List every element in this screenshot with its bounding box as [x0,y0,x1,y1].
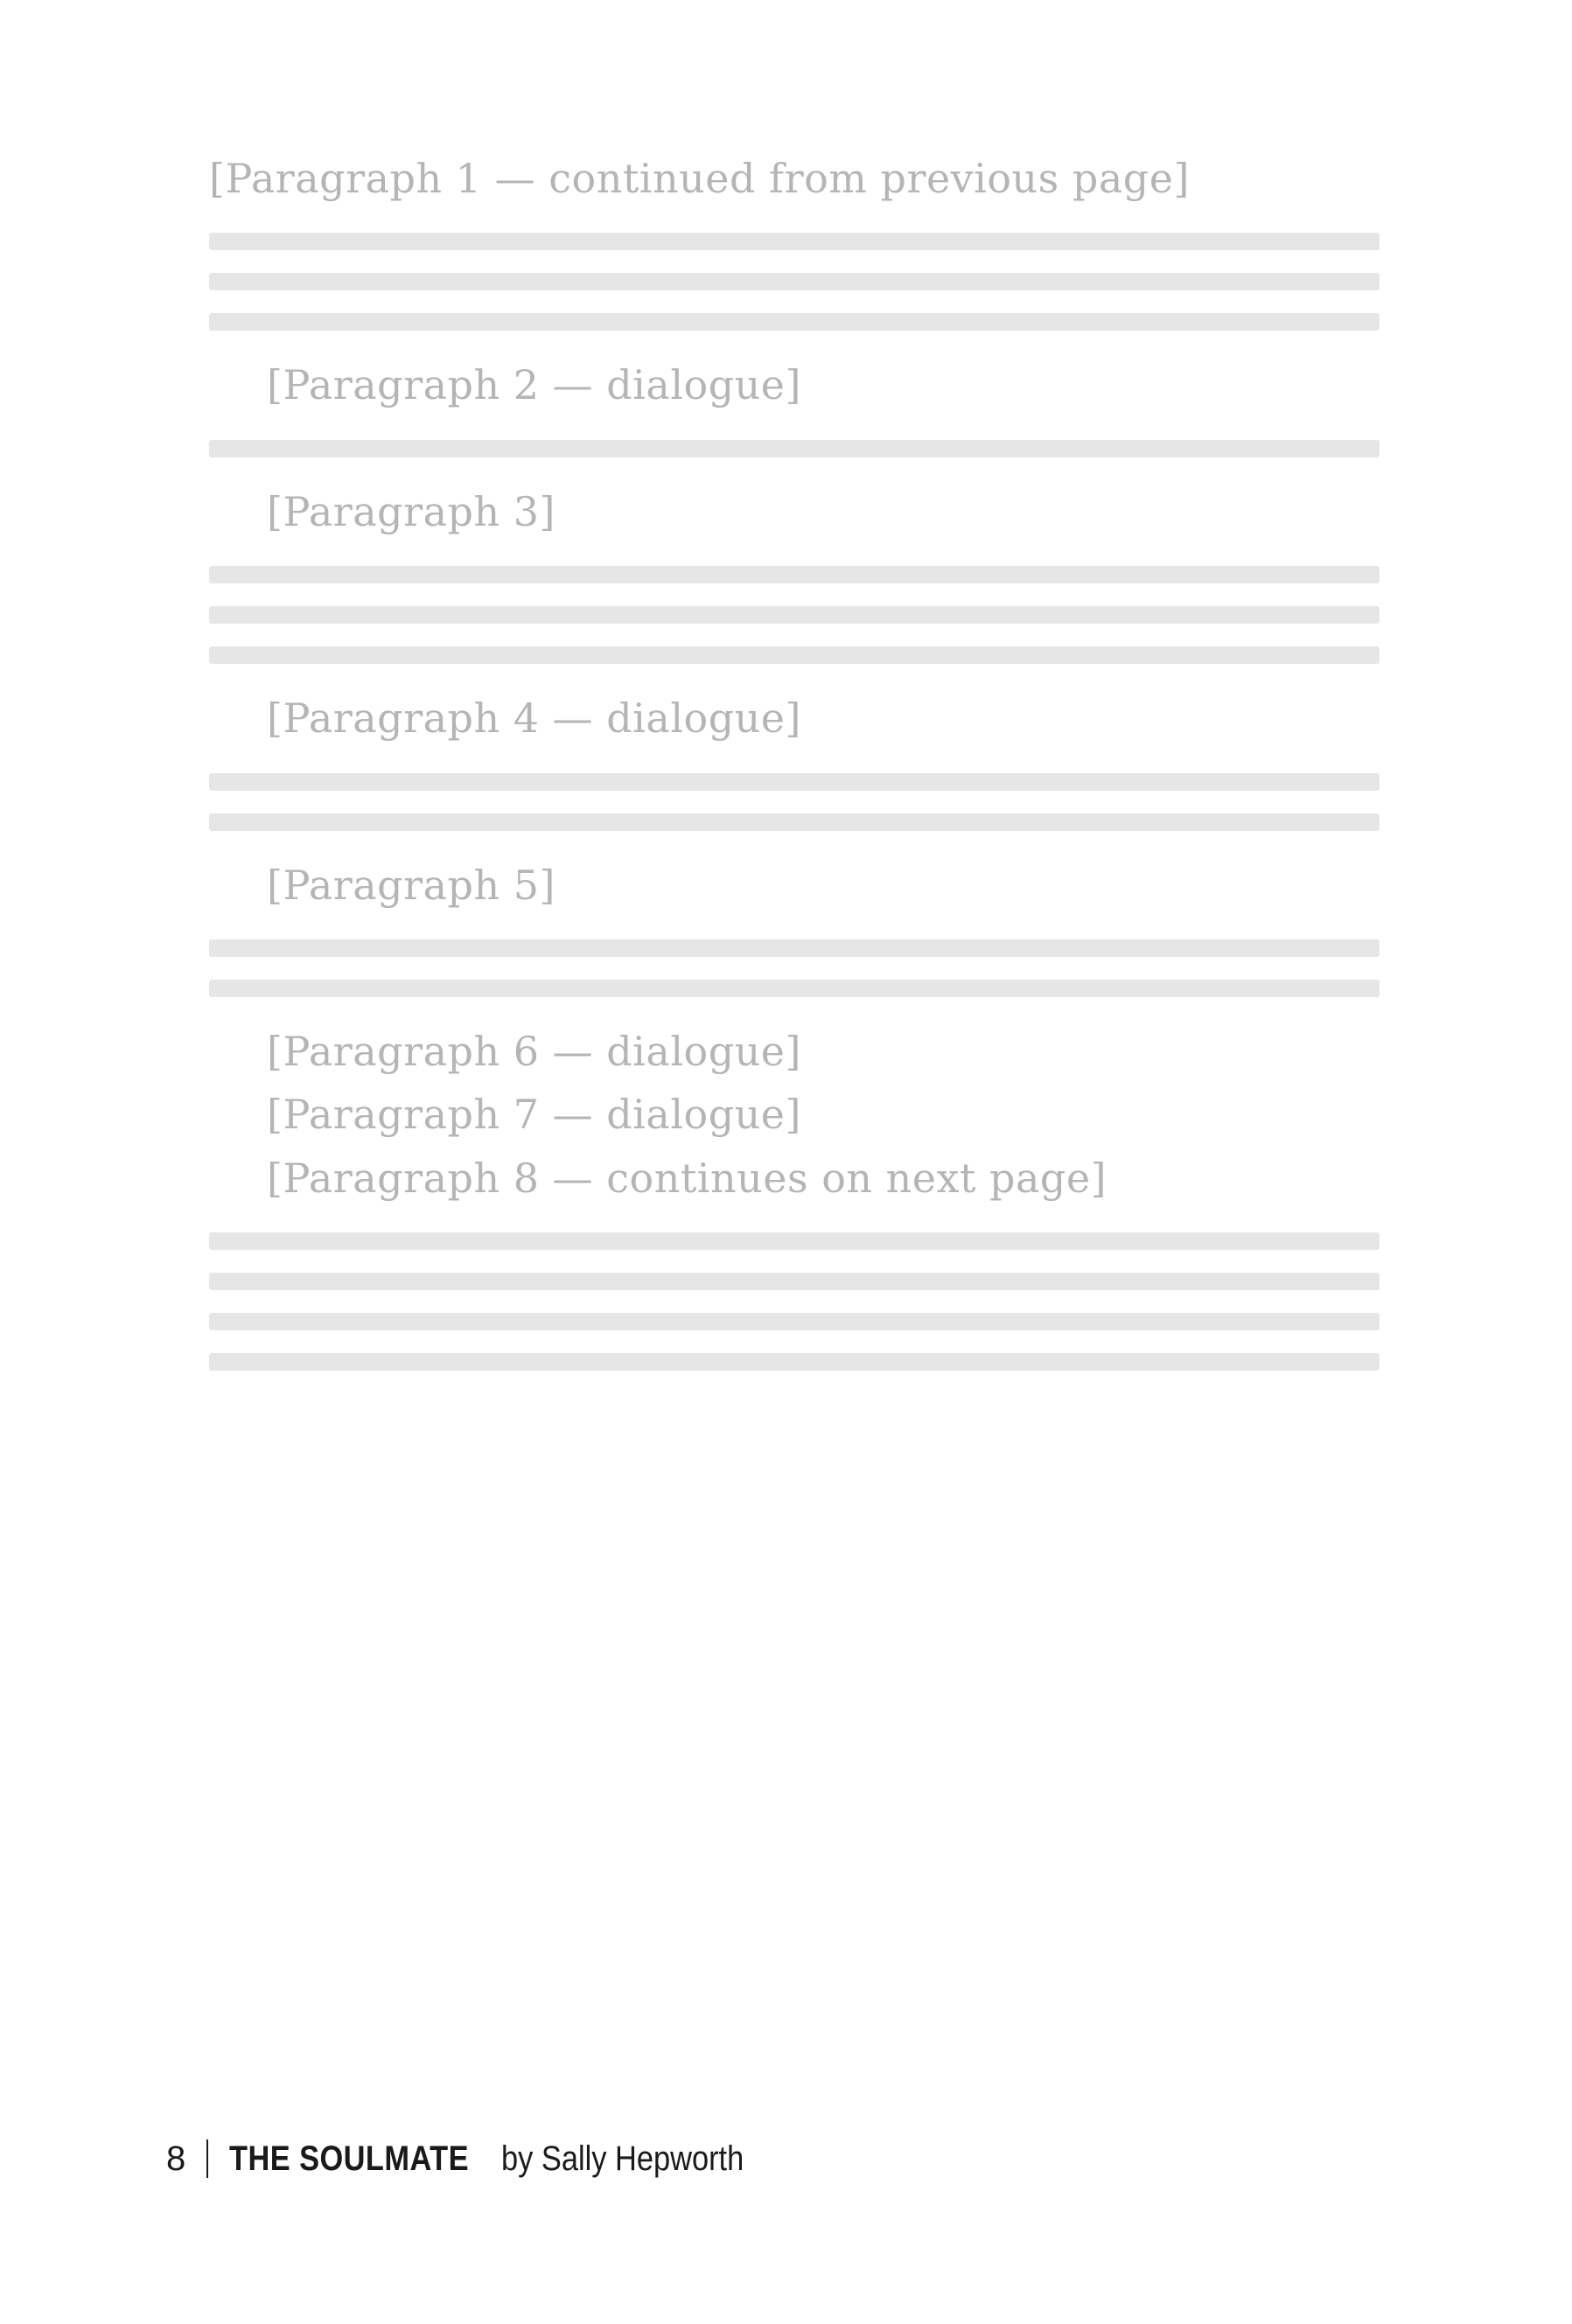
paragraph: [Paragraph 1 — continued from previous page] [209,155,1190,202]
paragraph: [Paragraph 6 — dialogue] [267,1028,801,1076]
paragraph: [Paragraph 7 — dialogue] [267,1091,801,1139]
text-placeholder-bar [209,1353,1380,1371]
text-placeholder-bar [209,773,1380,791]
text-placeholder-bar [209,980,1380,997]
running-footer [166,2132,783,2185]
text-placeholder-bar [209,440,1380,457]
text-placeholder-bar [209,939,1380,957]
body-text [209,147,1380,2150]
paragraph: [Paragraph 3] [267,487,555,535]
book-title: THE SOULMATE [229,2139,470,2178]
text-placeholder-bar [209,273,1380,290]
page-number: 8 [166,2139,186,2178]
paragraph: [Paragraph 2 — dialogue] [267,361,801,409]
text-placeholder-bar [209,1232,1380,1250]
text-placeholder-bar [209,646,1380,664]
text-placeholder-bar [209,606,1380,624]
text-placeholder-bar [209,1273,1380,1290]
text-placeholder-bar [209,1313,1380,1330]
text-placeholder-bar [209,313,1380,331]
paragraph: [Paragraph 4 — dialogue] [267,694,801,743]
text-placeholder-bar [209,813,1380,831]
text-placeholder-bar [209,233,1380,250]
author-byline: by Sally Hepworth [500,2139,744,2178]
text-placeholder-bar [209,566,1380,583]
footer-divider [206,2139,208,2178]
paragraph: [Paragraph 8 — continues on next page] [267,1154,1107,1202]
paragraph: [Paragraph 5] [267,861,555,909]
